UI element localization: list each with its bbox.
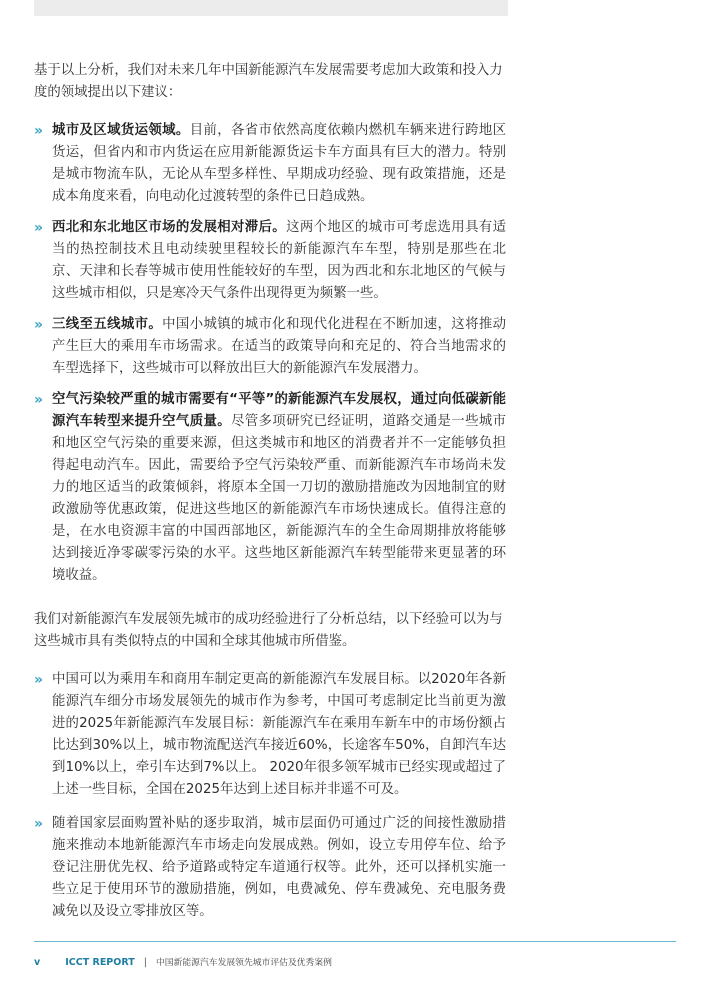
footer-separator: | (143, 957, 147, 968)
list-item (34, 314, 506, 380)
item-text: 中国可以为乘用车和商用车制定更高的新能源汽车发展目标。以2020年各新能源汽车细分市场发展领先的城市作为参考，中国可考虑制定比当前更为激进的2025年新能源汽车发展目标：新能源汽车在乘用车新车中的市场份额占比达到30%以上，城市物流配送汽车接近60%，长途客车50%，自卸汽车达到10%以上，牵引车达到7%以上。 2020年很多领军城市已经实现或超过了上述一些目标，全国在2025年达到上述目标并非遥不可及。 (52, 672, 506, 797)
page-footer (34, 957, 332, 969)
item-text: 随着国家层面购置补贴的逐步取消，城市层面仍可通过广泛的间接性激励措施来推动本地新能源汽车市场走向发展成熟。例如，设立专用停车位、给予登记注册优先权、给予道路或特定车道通行权等。此外，还可以择机实施一些立足于使用环节的激励措施，例如，电费减免、停车费减免、充电服务费减免以及设立零排放区等。 (52, 816, 506, 919)
page-number: v (34, 957, 41, 968)
footer-divider (34, 941, 676, 942)
item-text: 目前，各省市依然高度依赖内燃机车辆来进行跨地区货运，但省内和市内货运在应用新能源货运卡车方面具有巨大的潜力。特别是城市物流车队，无论从车型多样性、早期成功经验、现有政策措施，还是成本角度来看，向电动化过渡转型的条件已日趋成熟。 (52, 123, 507, 204)
recommendation-list (34, 120, 506, 587)
item-heading: 空气污染较严重的城市需要有“平等”的新能源汽车发展权，通过向低碳新能源汽车转型来提升空气质量。 (52, 392, 506, 429)
bullet-marker-icon: » (34, 123, 44, 139)
item-heading: 西北和东北地区市场的发展相对滞后。 (52, 220, 287, 235)
item-heading: 城市及区域货运领域。 (52, 123, 190, 138)
list-item (34, 389, 506, 587)
lessons-list (34, 669, 506, 923)
bullet-marker-icon: » (34, 317, 44, 333)
report-org: ICCT REPORT (65, 957, 135, 968)
list-item (34, 813, 506, 923)
report-title: 中国新能源汽车发展领先城市评估及优秀案例 (155, 958, 332, 968)
list-item (34, 669, 506, 801)
bullet-marker-icon: » (34, 672, 44, 688)
bullet-marker-icon: » (34, 392, 44, 408)
list-item (34, 120, 506, 208)
main-content (34, 60, 506, 945)
intro-paragraph: 基于以上分析，我们对未来几年中国新能源汽车发展需要考虑加大政策和投入力度的领域提出以下建议： (34, 63, 503, 100)
item-heading: 三线至五线城市。 (52, 317, 163, 332)
item-text: 中国小城镇的城市化和现代化进程在不断加速，这将推动产生巨大的乘用车市场需求。在适当的政策导向和充足的、符合当地需求的车型选择下，这些城市可以释放出巨大的新能源汽车发展潜力。 (52, 317, 507, 376)
lessons-intro-paragraph: 我们对新能源汽车发展领先城市的成功经验进行了分析总结，以下经验可以为与这些城市具有类似特点的中国和全球其他城市所借鉴。 (34, 612, 503, 649)
bullet-marker-icon: » (34, 220, 44, 236)
item-text: 这两个地区的城市可考虑选用具有适当的热控制技术且电动续驶里程较长的新能源汽车车型，特别是那些在北京、天津和长春等城市使用性能较好的车型，因为西北和东北地区的气候与这些城市相似，只是寒冷天气条件出现得更为频繁一些。 (52, 220, 507, 301)
bullet-marker-icon: » (34, 816, 44, 832)
item-text: 尽管多项研究已经证明，道路交通是一些城市和地区空气污染的重要来源，但这类城市和地区的消费者并不一定能够负担得起电动汽车。因此，需要给予空气污染较严重、而新能源汽车市场尚未发力的地区适当的政策倾斜，将原本全国一刀切的激励措施改为因地制宜的财政激励等优惠政策，促进这些地区的新能源汽车市场快速成长。值得注意的是，在水电资源丰富的中国西部地区，新能源汽车的全生命周期排放将能够达到接近净零碳零污染的水平。这些地区新能源汽车转型能带来更显著的环境收益。 (52, 414, 507, 583)
top-shaded-box (34, 0, 508, 16)
list-item (34, 217, 506, 305)
